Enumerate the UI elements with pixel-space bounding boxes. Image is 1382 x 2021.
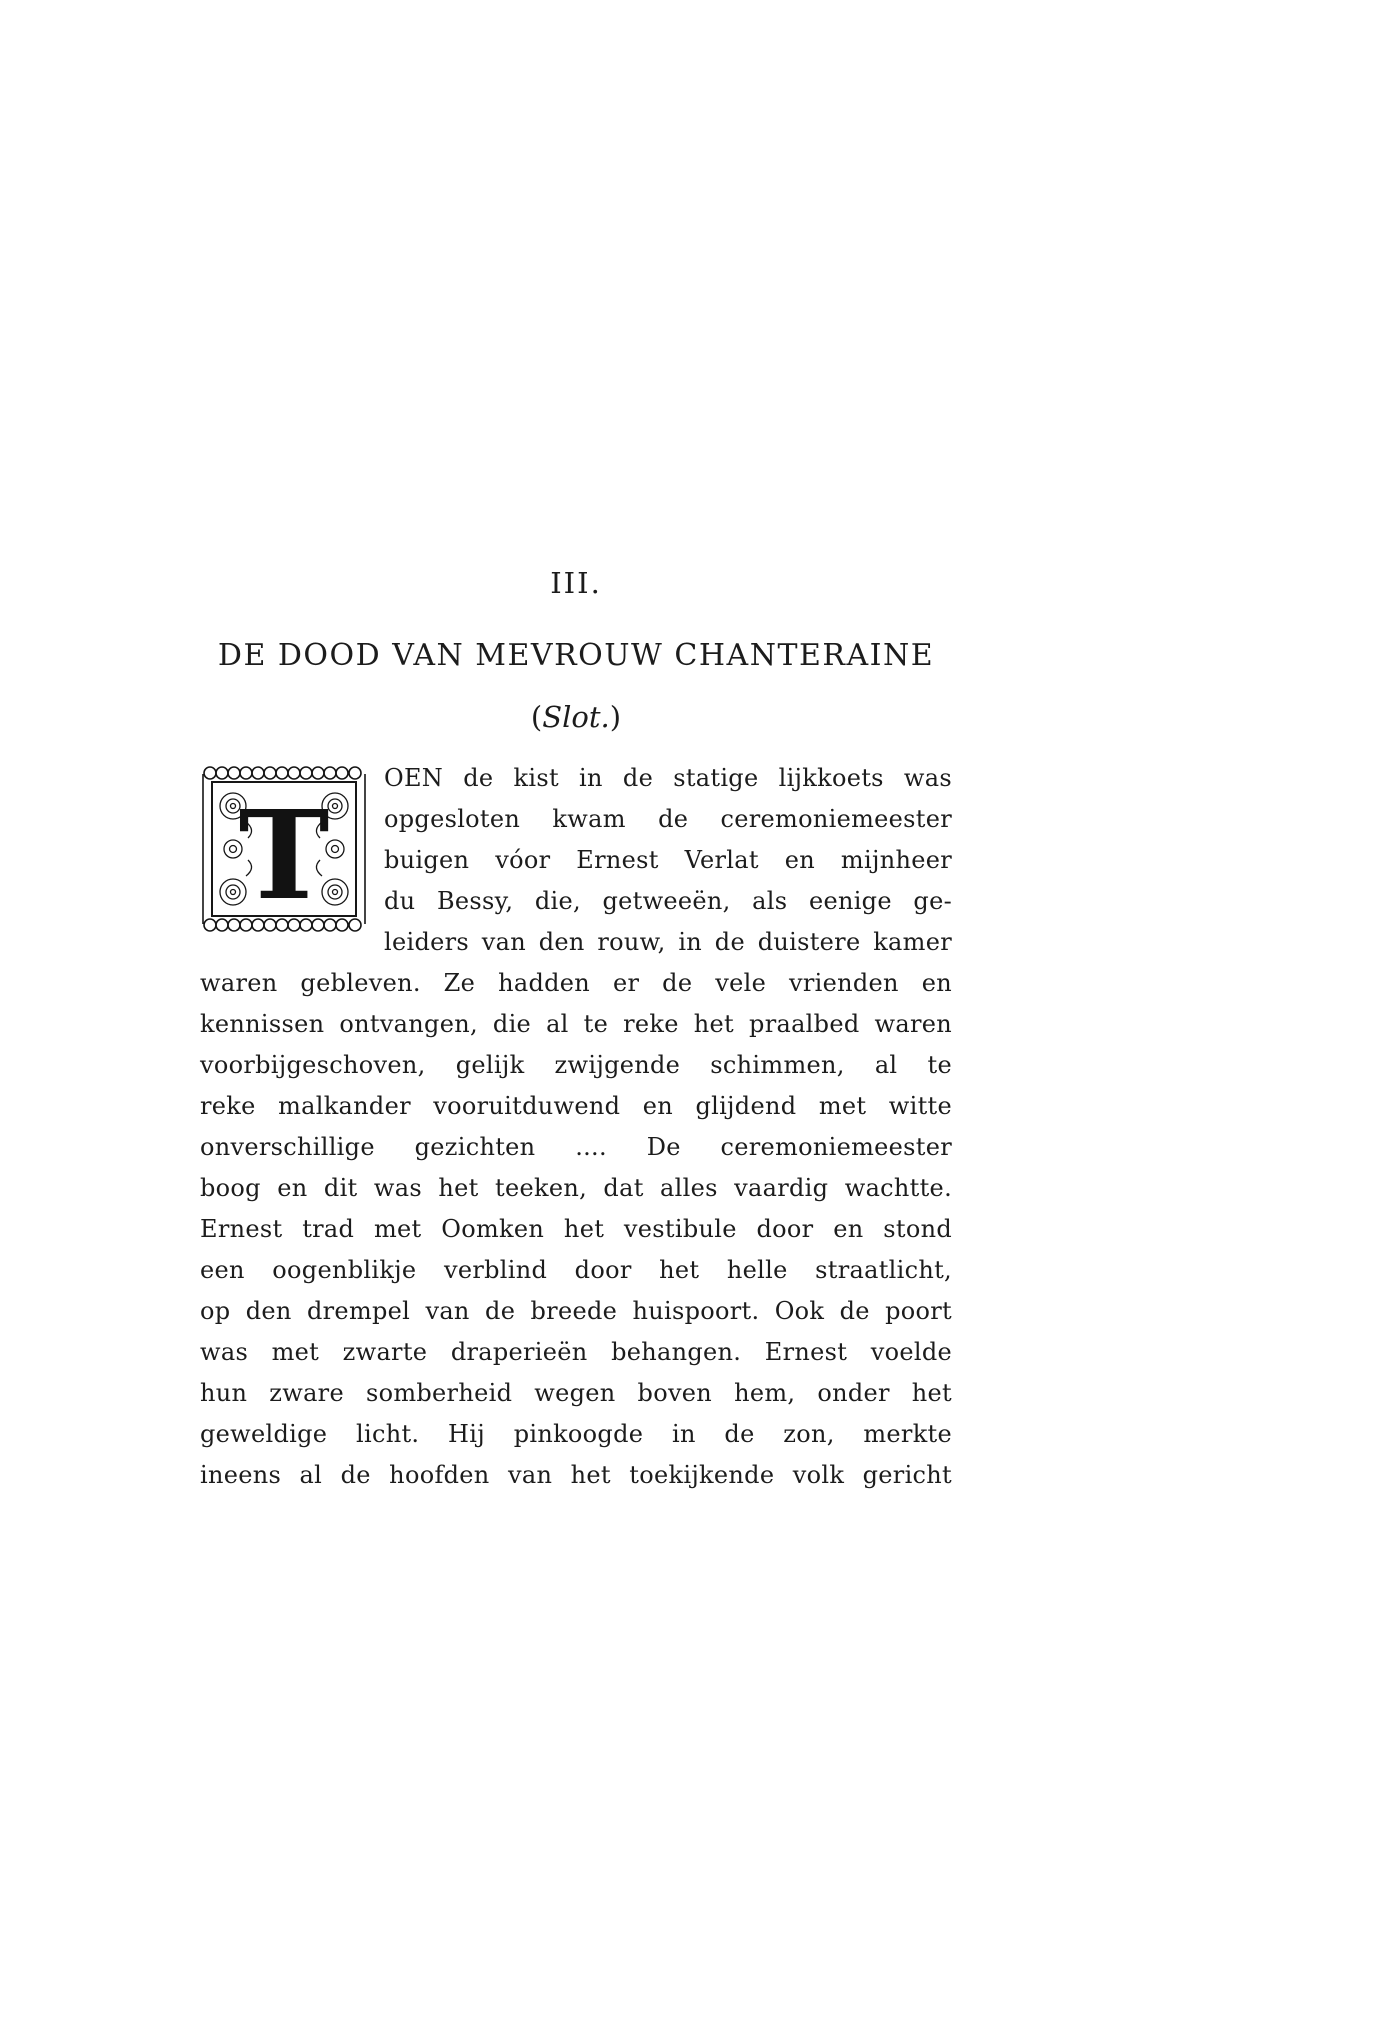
text-line: was met zwarte draperieën behangen. Ernest voelde [200,1338,952,1366]
text-line: kennissen ontvangen, die al te reke het praalbed waren [200,1010,952,1038]
text-line: waren gebleven. Ze hadden er de vele vrienden en [200,969,952,997]
text-line: Ernest trad met Oomken het vestibule door en stond [200,1215,952,1243]
text-line: hun zware somberheid wegen boven hem, onder het [200,1379,952,1407]
text-line: ineens al de hoofden van het toekijkende volk gericht [200,1461,952,1489]
text-line: boog en dit was het teeken, dat alles vaardig wachtte. [200,1174,952,1202]
subtitle-open-paren: ( [530,700,543,734]
text-line: een oogenblikje verblind door het helle straatlicht, [200,1256,952,1284]
text-line: leiders van den rouw, in de duistere kamer [384,928,952,956]
text-line: geweldige licht. Hij pinkoogde in de zon, merkte [200,1420,952,1448]
text-line: du Bessy, die, getweeën, als eenige ge- [384,887,952,915]
page-title: DE DOOD VAN MEVROUW CHANTERAINE [217,638,935,673]
text-line: voorbijgeschoven, gelijk zwijgende schimmen, al te [200,1051,952,1079]
chapter-number: III. [550,566,602,600]
subtitle-word: Slot. [542,700,610,734]
text-line: reke malkander vooruitduwend en glijdend met witte [200,1092,952,1120]
dropcap-letter: T [238,783,330,927]
text-line: buigen vóor Ernest Verlat en mijnheer [384,846,952,874]
text-line: opgesloten kwam de ceremoniemeester [384,805,952,833]
subtitle-close-paren: ) [609,700,622,734]
page-content [200,566,952,1496]
dropcap-initial [200,764,368,934]
subtitle [200,700,952,734]
dropcap-ornament-frame [200,764,368,934]
text-line: OEN de kist in de statige lijkkoets was [384,764,952,792]
text-line: op den drempel van de breede huispoort. Ook de poort [200,1297,952,1325]
text-line: onverschillige gezichten .... De ceremoniemeester [200,1133,952,1161]
body-paragraph [200,758,952,1496]
